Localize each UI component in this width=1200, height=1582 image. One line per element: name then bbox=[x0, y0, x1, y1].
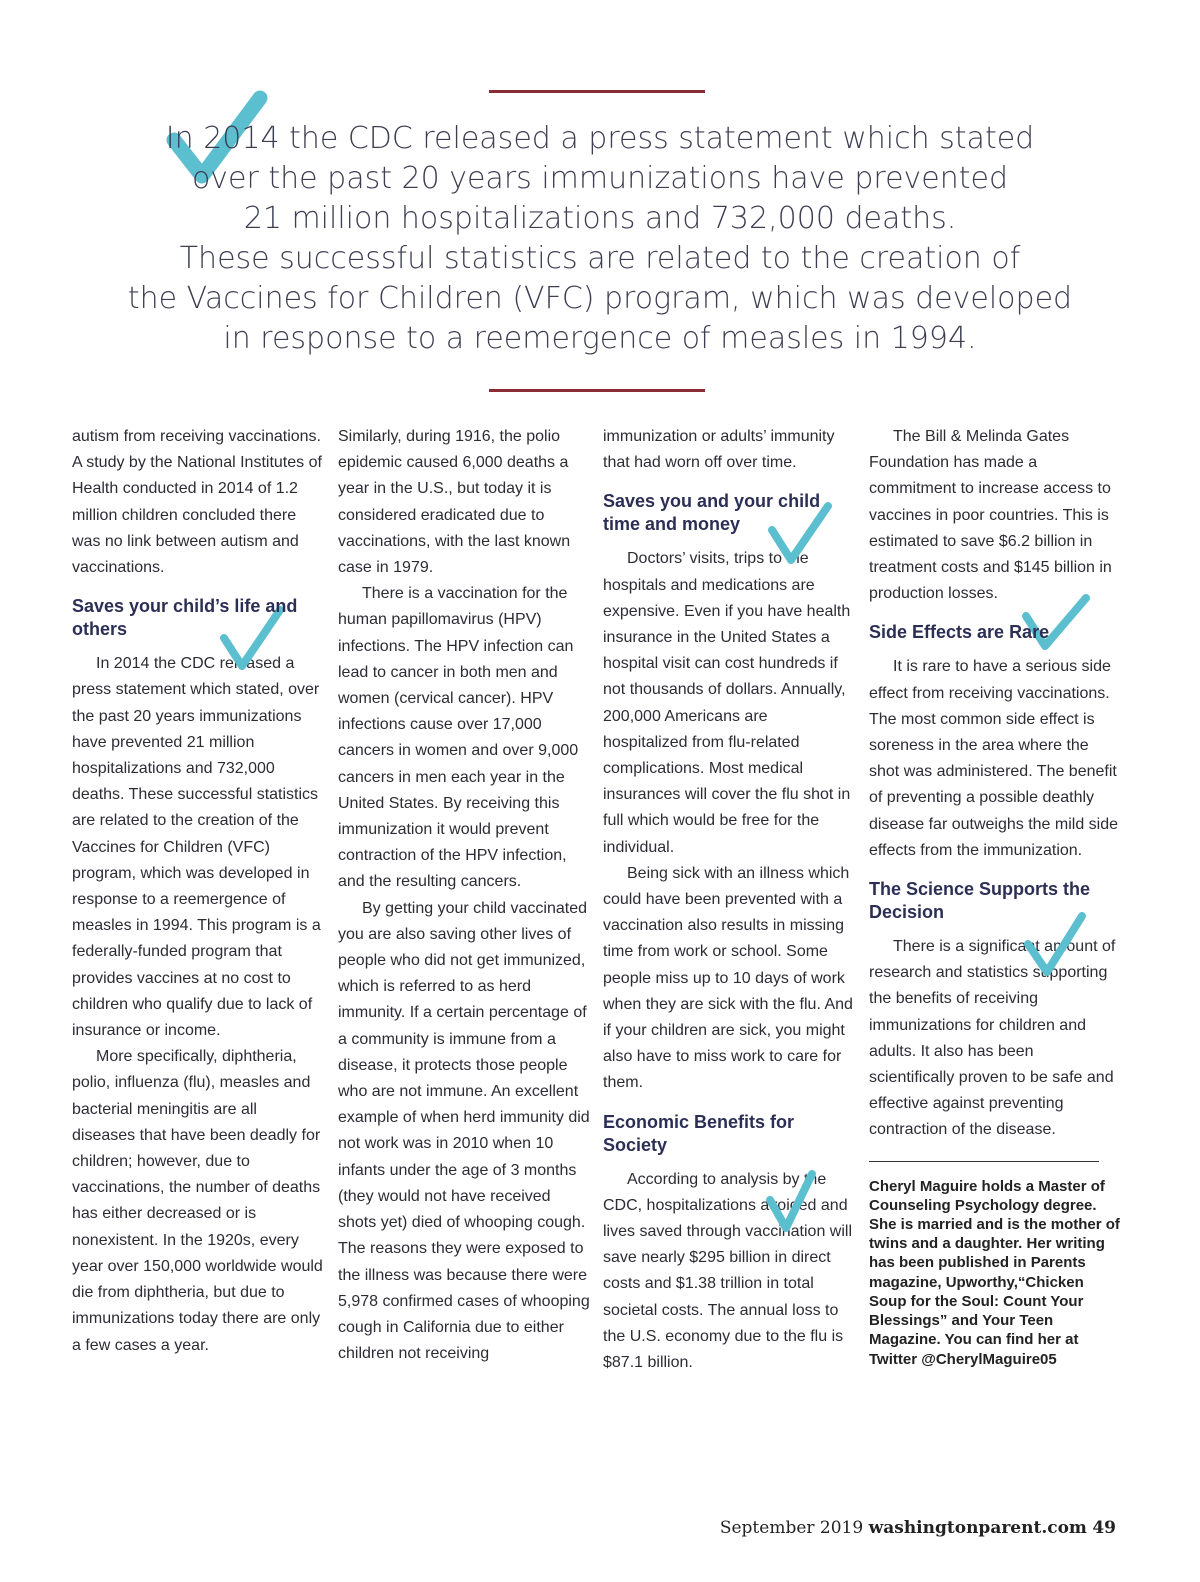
pull-quote-line: These successful statistics are related to the creation of bbox=[179, 241, 1021, 276]
bottom-divider bbox=[489, 389, 705, 392]
section-heading: Saves you and your child time and money bbox=[603, 491, 821, 535]
page-number: 49 bbox=[1092, 1518, 1116, 1538]
top-divider bbox=[489, 90, 705, 93]
article-column-1 bbox=[72, 424, 324, 1359]
body-paragraph: In 2014 the CDC released a press statement which stated, over the past 20 years immunizations have prevented 21 million hospitalizations and 732,000 deaths. These successful statistics are related to the creation of the Vaccines for Children (VFC) program, which was developed in response to a reemergence of measles in 1994. This program is a federally-funded program that provides vaccines at no cost to children who qualify due to lack of insurance or income. bbox=[72, 655, 321, 1040]
footer-issue: September 2019 bbox=[719, 1518, 864, 1538]
section-heading: The Science Supports the Decision bbox=[869, 879, 1091, 923]
article-column-4 bbox=[869, 424, 1121, 1369]
pull-quote-line: over the past 20 years immunizations have prevented bbox=[191, 161, 1009, 196]
bio-divider bbox=[869, 1161, 1099, 1162]
body-paragraph: Being sick with an illness which could have been prevented with a vaccination also results in missing time from work or school. Some people miss up to 10 days of work when they are sick with the flu. And if your children are sick, you might also have to miss work to care for them. bbox=[603, 864, 853, 1092]
body-paragraph: The Bill & Melinda Gates Foundation has made a commitment to increase access to vaccines in poor countries. This is estimated to save $6.2 billion in treatment costs and $145 billion in production losses. bbox=[869, 428, 1112, 603]
pull-quote bbox=[120, 119, 1080, 359]
pull-quote-line: the Vaccines for Children (VFC) program, which was developed bbox=[127, 281, 1073, 316]
pull-quote-line: In 2014 the CDC released a press statement which stated bbox=[165, 121, 1035, 156]
body-paragraph: More specifically, diphtheria, polio, influenza (flu), measles and bacterial meningitis are all diseases that have been deadly for children; however, due to vaccinations, the number of deaths has either decreased or is nonexistent. In the 1920s, every year over 150,000 worldwide would die from diphtheria, but due to immunizations today there are only a few cases a year. bbox=[72, 1048, 323, 1354]
pull-quote-line: 21 million hospitalizations and 732,000 deaths. bbox=[243, 201, 957, 236]
section-heading: Economic Benefits for Society bbox=[603, 1111, 795, 1155]
body-paragraph: There is a significant amount of research and statistics supporting the benefits of receiving immunizations for children and adults. It also has been scientifically proven to be safe and effective against preventing contraction of the disease. bbox=[869, 938, 1116, 1139]
page-footer bbox=[720, 1518, 1116, 1538]
body-paragraph: By getting your child vaccinated you are also saving other lives of people who did not get immunized, which is referred to as herd immunity. If a certain percentage of a community is immune from a disease, it protects those people who are not immune. An excellent example of when herd immunity did not work was in 2010 when 10 infants under the age of 3 months (they would not have received shots yet) died of whooping cough. The reasons they were exposed to the illness was because there were 5,978 confirmed cases of whooping cough in California due to either children not receiving bbox=[338, 899, 590, 1363]
section-heading: Saves your child’s life and others bbox=[72, 596, 298, 640]
checkmark-icon bbox=[762, 1168, 820, 1238]
body-paragraph: There is a vaccination for the human papillomavirus (HPV) infections. The HPV infection can lead to cancer in both men and women (cervical cancer). HPV infections cause over 17,000 cancers in women and over 9,000 cancers in men each year in the United States. By receiving this immunization it would prevent contraction of the HPV infection, and the resulting cancers. bbox=[338, 585, 579, 891]
section-heading: Side Effects are Rare bbox=[869, 622, 1050, 643]
body-paragraph: It is rare to have a serious side effect from receiving vaccinations. The most common side effect is soreness in the area where the shot was administered. The benefit of preventing a possible deathly disease far outweighs the mild side effects from the immunization. bbox=[869, 658, 1119, 859]
pull-quote-line: in response to a reemergence of measles in 1994. bbox=[223, 321, 977, 356]
body-paragraph: immunization or adults’ immunity that had worn off over time. bbox=[603, 428, 835, 472]
body-paragraph: autism from receiving vaccinations. A study by the National Institutes of Health conducted in 2014 of 1.2 million children concluded there was no link between autism and vaccinations. bbox=[72, 428, 322, 577]
footer-site: washingtonparent.com bbox=[868, 1518, 1087, 1538]
article-column-2 bbox=[338, 424, 590, 1367]
body-paragraph: According to analysis by the CDC, hospitalizations avoided and lives saved through vaccination will save nearly $295 billion in direct costs and $1.38 trillion in total societal costs. The annual loss to the U.S. economy due to the flu is $87.1 billion. bbox=[603, 1170, 853, 1372]
body-paragraph: Doctors’ visits, trips to the hospitals and medications are expensive. Even if you have health insurance in the United States a hospital visit can cost hundreds if not thousands of dollars. Annually, 200,000 Americans are hospitalized from flu-related complications. Most medical insurances will cover the flu shot in full which would be free for the individual. bbox=[603, 550, 851, 856]
body-paragraph: Similarly, during 1916, the polio epidemic caused 6,000 deaths a year in the U.S., but today it is considered eradicated due to vaccinations, with the last known case in 1979. bbox=[338, 428, 571, 577]
author-bio: Cheryl Maguire holds a Master of Counseling Psychology degree. She is married and is the mother of twins and a daughter. Her writing has been published in Parents magazine, Upworthy,“Chicken Soup for the Soul: Count Your Blessings” and Your Teen Magazine. You can find her at Twitter @CherylMaguire05 bbox=[869, 1177, 1120, 1368]
